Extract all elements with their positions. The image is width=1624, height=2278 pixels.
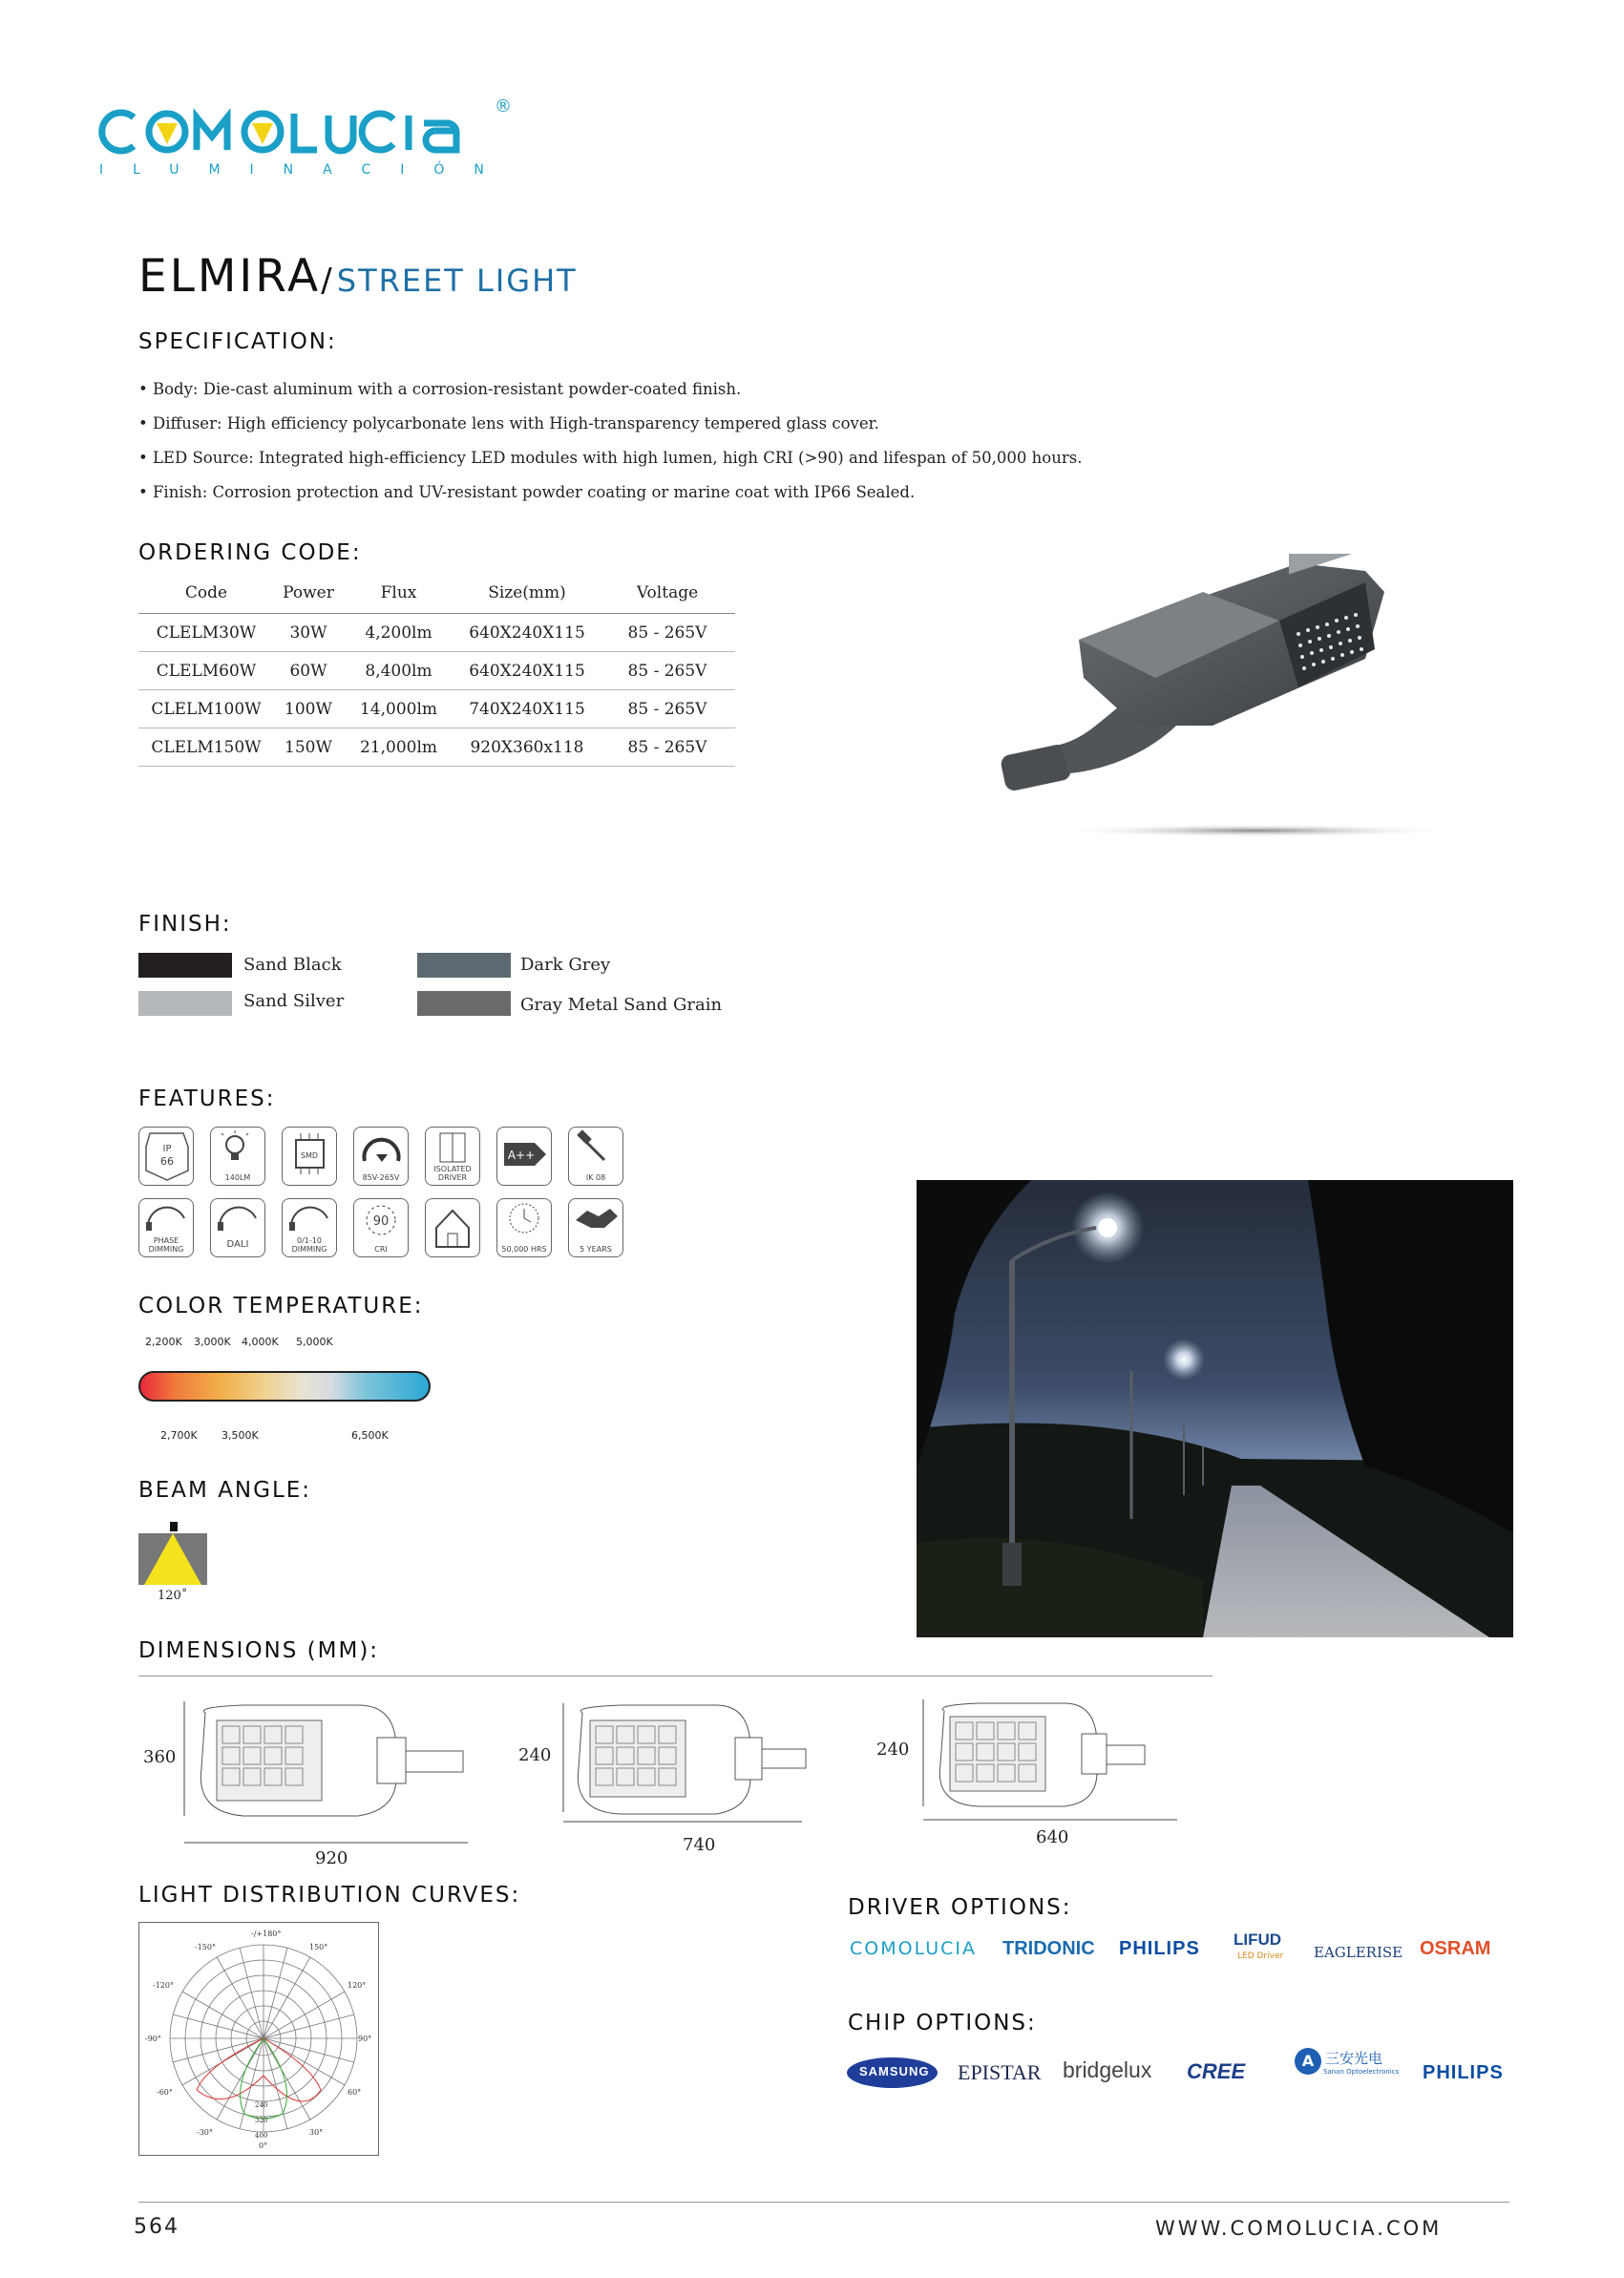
chip-samsung-label: SAMSUNG bbox=[859, 2064, 930, 2078]
finish-label: Sand Black bbox=[243, 955, 342, 975]
ct-tick: 6,500K bbox=[351, 1429, 389, 1442]
angle-label: -30° bbox=[197, 2128, 213, 2137]
dimension-width: 920 bbox=[315, 1848, 348, 1868]
lifud-subtitle: LED Driver bbox=[1237, 1951, 1284, 1961]
chip-bridgelux-logo: bridgelux bbox=[1063, 2057, 1152, 2082]
ordering-heading: ORDERING CODE: bbox=[138, 540, 362, 565]
cell-size: 740X240X115 bbox=[454, 690, 600, 728]
cell-code: CLELM150W bbox=[138, 728, 274, 767]
svg-text:IP: IP bbox=[162, 1144, 171, 1154]
cell-power: 100W bbox=[274, 690, 343, 728]
angle-label: -/+180° bbox=[251, 1930, 282, 1938]
dimension-height: 240 bbox=[518, 1745, 552, 1765]
cell-flux: 21,000lm bbox=[343, 728, 454, 767]
cell-power: 60W bbox=[274, 652, 343, 690]
col-power: Power bbox=[274, 573, 343, 614]
dimension-drawing-640 bbox=[874, 1692, 1189, 1864]
chip-sanan-icon: A bbox=[1295, 2048, 1321, 2075]
swatch-sand-silver bbox=[138, 991, 232, 1016]
radial-label: 240 bbox=[255, 2101, 268, 2109]
ip66-icon bbox=[138, 1127, 194, 1186]
phase-dimming-icon: PHASE DIMMING bbox=[138, 1198, 194, 1257]
angle-label: 30° bbox=[309, 2128, 324, 2137]
product-image bbox=[964, 554, 1451, 840]
svg-text:90: 90 bbox=[372, 1214, 389, 1229]
finish-label: Sand Silver bbox=[243, 991, 345, 1011]
chip-cree-logo: CREE bbox=[1187, 2059, 1246, 2083]
angle-label: 120° bbox=[348, 1981, 367, 1990]
table-row bbox=[138, 728, 735, 767]
col-size: Size(mm) bbox=[454, 573, 600, 614]
chip-philips-logo: PHILIPS bbox=[1423, 2062, 1504, 2083]
spec-bullet: • Body: Die-cast aluminum with a corrosion-resistant powder-coated finish. bbox=[138, 380, 742, 398]
cell-flux: 4,200lm bbox=[343, 614, 454, 652]
chip-options-heading: CHIP OPTIONS: bbox=[848, 2011, 1037, 2035]
product-name: ELMIRA bbox=[138, 250, 322, 303]
page-number: 564 bbox=[134, 2215, 179, 2239]
color-temp-bar bbox=[138, 1371, 431, 1402]
beam-angle-heading: BEAM ANGLE: bbox=[138, 1478, 312, 1503]
beam-angle-icon bbox=[138, 1520, 207, 1585]
footer-website-link[interactable]: WWW.COMOLUCIA.COM bbox=[1155, 2217, 1443, 2240]
cell-size: 640X240X115 bbox=[454, 614, 600, 652]
cell-power: 30W bbox=[274, 614, 343, 652]
ordering-table bbox=[138, 573, 735, 767]
cell-voltage: 85 - 265V bbox=[600, 690, 735, 728]
cell-flux: 14,000lm bbox=[343, 690, 454, 728]
cell-code: CLELM60W bbox=[138, 652, 274, 690]
house-icon bbox=[425, 1198, 480, 1257]
warranty-handshake-icon: 5 YEARS bbox=[568, 1198, 623, 1257]
cell-voltage: 85 - 265V bbox=[600, 728, 735, 767]
cell-size: 920X360x118 bbox=[454, 728, 600, 767]
swatch-gray-metal bbox=[417, 991, 511, 1016]
dimension-height: 240 bbox=[876, 1740, 910, 1760]
angle-label: -90° bbox=[145, 2035, 161, 2043]
table-row bbox=[138, 614, 735, 652]
specification-list bbox=[138, 372, 1082, 510]
brand-logo bbox=[95, 91, 535, 186]
features-heading: FEATURES: bbox=[138, 1086, 276, 1111]
dimensions-divider bbox=[138, 1676, 1213, 1677]
ct-tick: 5,000K bbox=[296, 1336, 333, 1348]
spec-bullet: • Diffuser: High efficiency polycarbonate lens with High-transparency tempered glass cover. bbox=[138, 414, 879, 432]
0-10-dimming-icon: 0/1-10 DIMMING bbox=[282, 1198, 337, 1257]
smd-chip-icon bbox=[282, 1127, 337, 1186]
features-grid bbox=[138, 1127, 635, 1260]
dimension-drawing-740 bbox=[516, 1692, 840, 1864]
angle-label: -150° bbox=[195, 1943, 216, 1951]
svg-text:SMD: SMD bbox=[300, 1151, 318, 1160]
ik08-hammer-icon: IK 08 bbox=[568, 1127, 623, 1186]
ct-tick: 4,000K bbox=[242, 1336, 279, 1348]
driver-tridonic-logo: TRIDONIC bbox=[1002, 1938, 1095, 1959]
col-flux: Flux bbox=[343, 573, 454, 614]
finish-label: Gray Metal Sand Grain bbox=[520, 995, 723, 1015]
ct-tick: 3,000K bbox=[194, 1336, 231, 1348]
driver-options-heading: DRIVER OPTIONS: bbox=[848, 1895, 1072, 1920]
cell-code: CLELM30W bbox=[138, 614, 274, 652]
angle-label: -60° bbox=[157, 2088, 173, 2097]
color-temp-heading: COLOR TEMPERATURE: bbox=[138, 1294, 424, 1318]
chip-epistar-logo: EPISTAR bbox=[958, 2060, 1042, 2084]
light-distribution-heading: LIGHT DISTRIBUTION CURVES: bbox=[138, 1883, 521, 1908]
angle-label: -120° bbox=[153, 1981, 174, 1990]
driver-comolucia-logo: COMOLUCIA bbox=[850, 1938, 977, 1959]
driver-eaglerise-logo: EAGLERISE bbox=[1314, 1944, 1403, 1961]
table-row bbox=[138, 690, 735, 728]
cell-code: CLELM100W bbox=[138, 690, 274, 728]
dimension-width: 740 bbox=[683, 1835, 716, 1855]
svg-text:A++: A++ bbox=[507, 1149, 535, 1162]
product-type: STREET LIGHT bbox=[336, 263, 578, 299]
svg-text:66: 66 bbox=[159, 1155, 174, 1168]
swatch-dark-grey bbox=[417, 953, 511, 978]
street-photo bbox=[917, 1180, 1513, 1637]
angle-label: 60° bbox=[348, 2088, 362, 2097]
ct-tick: 3,500K bbox=[221, 1429, 259, 1442]
driver-philips-logo: PHILIPS bbox=[1119, 1938, 1200, 1959]
lumen-bulb-icon: 140LM bbox=[210, 1127, 265, 1186]
spec-bullet: • LED Source: Integrated high-efficiency LED modules with high lumen, high CRI (>90) and lifespan of 50,000 hours. bbox=[138, 449, 1083, 467]
col-voltage: Voltage bbox=[600, 573, 735, 614]
lifespan-clock-icon: 50,000 HRS bbox=[496, 1198, 552, 1257]
ct-tick: 2,700K bbox=[160, 1429, 198, 1442]
energy-class-icon bbox=[496, 1127, 552, 1186]
cell-size: 640X240X115 bbox=[454, 652, 600, 690]
angle-label: 90° bbox=[358, 2035, 372, 2043]
dimension-drawing-920 bbox=[138, 1692, 482, 1868]
cri-icon: 90 CRI bbox=[353, 1198, 409, 1257]
swatch-sand-black bbox=[138, 953, 232, 978]
beam-angle-value: 120˚ bbox=[158, 1589, 188, 1603]
ct-tick: 2,200K bbox=[145, 1336, 182, 1348]
radial-label: 320 bbox=[255, 2117, 268, 2124]
voltage-plug-icon: 85V-265V bbox=[353, 1127, 409, 1186]
cell-flux: 8,400lm bbox=[343, 652, 454, 690]
isolated-driver-icon: ISOLATED DRIVER bbox=[425, 1127, 480, 1186]
col-code: Code bbox=[138, 573, 274, 614]
brand-registered: ® bbox=[495, 96, 512, 116]
table-header-row bbox=[138, 573, 735, 614]
angle-label: 0° bbox=[259, 2141, 268, 2150]
dimension-height: 360 bbox=[143, 1747, 177, 1767]
dimension-width: 640 bbox=[1036, 1827, 1069, 1847]
cell-voltage: 85 - 265V bbox=[600, 652, 735, 690]
specification-heading: SPECIFICATION: bbox=[138, 329, 337, 354]
cell-power: 150W bbox=[274, 728, 343, 767]
table-row bbox=[138, 652, 735, 690]
chip-sanan-logo: 三安光电 bbox=[1325, 2050, 1383, 2067]
angle-label: 150° bbox=[309, 1943, 328, 1951]
footer-divider bbox=[138, 2202, 1509, 2203]
finish-heading: FINISH: bbox=[138, 912, 232, 937]
dali-icon: DALI bbox=[210, 1198, 265, 1257]
brand-subtitle: ILUMINACIÓN bbox=[99, 162, 514, 178]
cell-voltage: 85 - 265V bbox=[600, 614, 735, 652]
finish-label: Dark Grey bbox=[520, 955, 611, 975]
driver-lifud-logo: LIFUD bbox=[1234, 1930, 1282, 1949]
chip-sanan-subtitle: Sanan Optoelectronics bbox=[1323, 2068, 1400, 2076]
driver-osram-logo: OSRAM bbox=[1420, 1938, 1491, 1959]
title-separator: / bbox=[321, 262, 332, 300]
page-title bbox=[138, 250, 578, 303]
spec-bullet: • Finish: Corrosion protection and UV-resistant powder coating or marine coat with IP66 Sealed. bbox=[138, 483, 916, 501]
radial-label: 400 bbox=[255, 2132, 268, 2140]
dimensions-heading: DIMENSIONS (MM): bbox=[138, 1638, 380, 1663]
polar-diagram bbox=[138, 1922, 379, 2156]
